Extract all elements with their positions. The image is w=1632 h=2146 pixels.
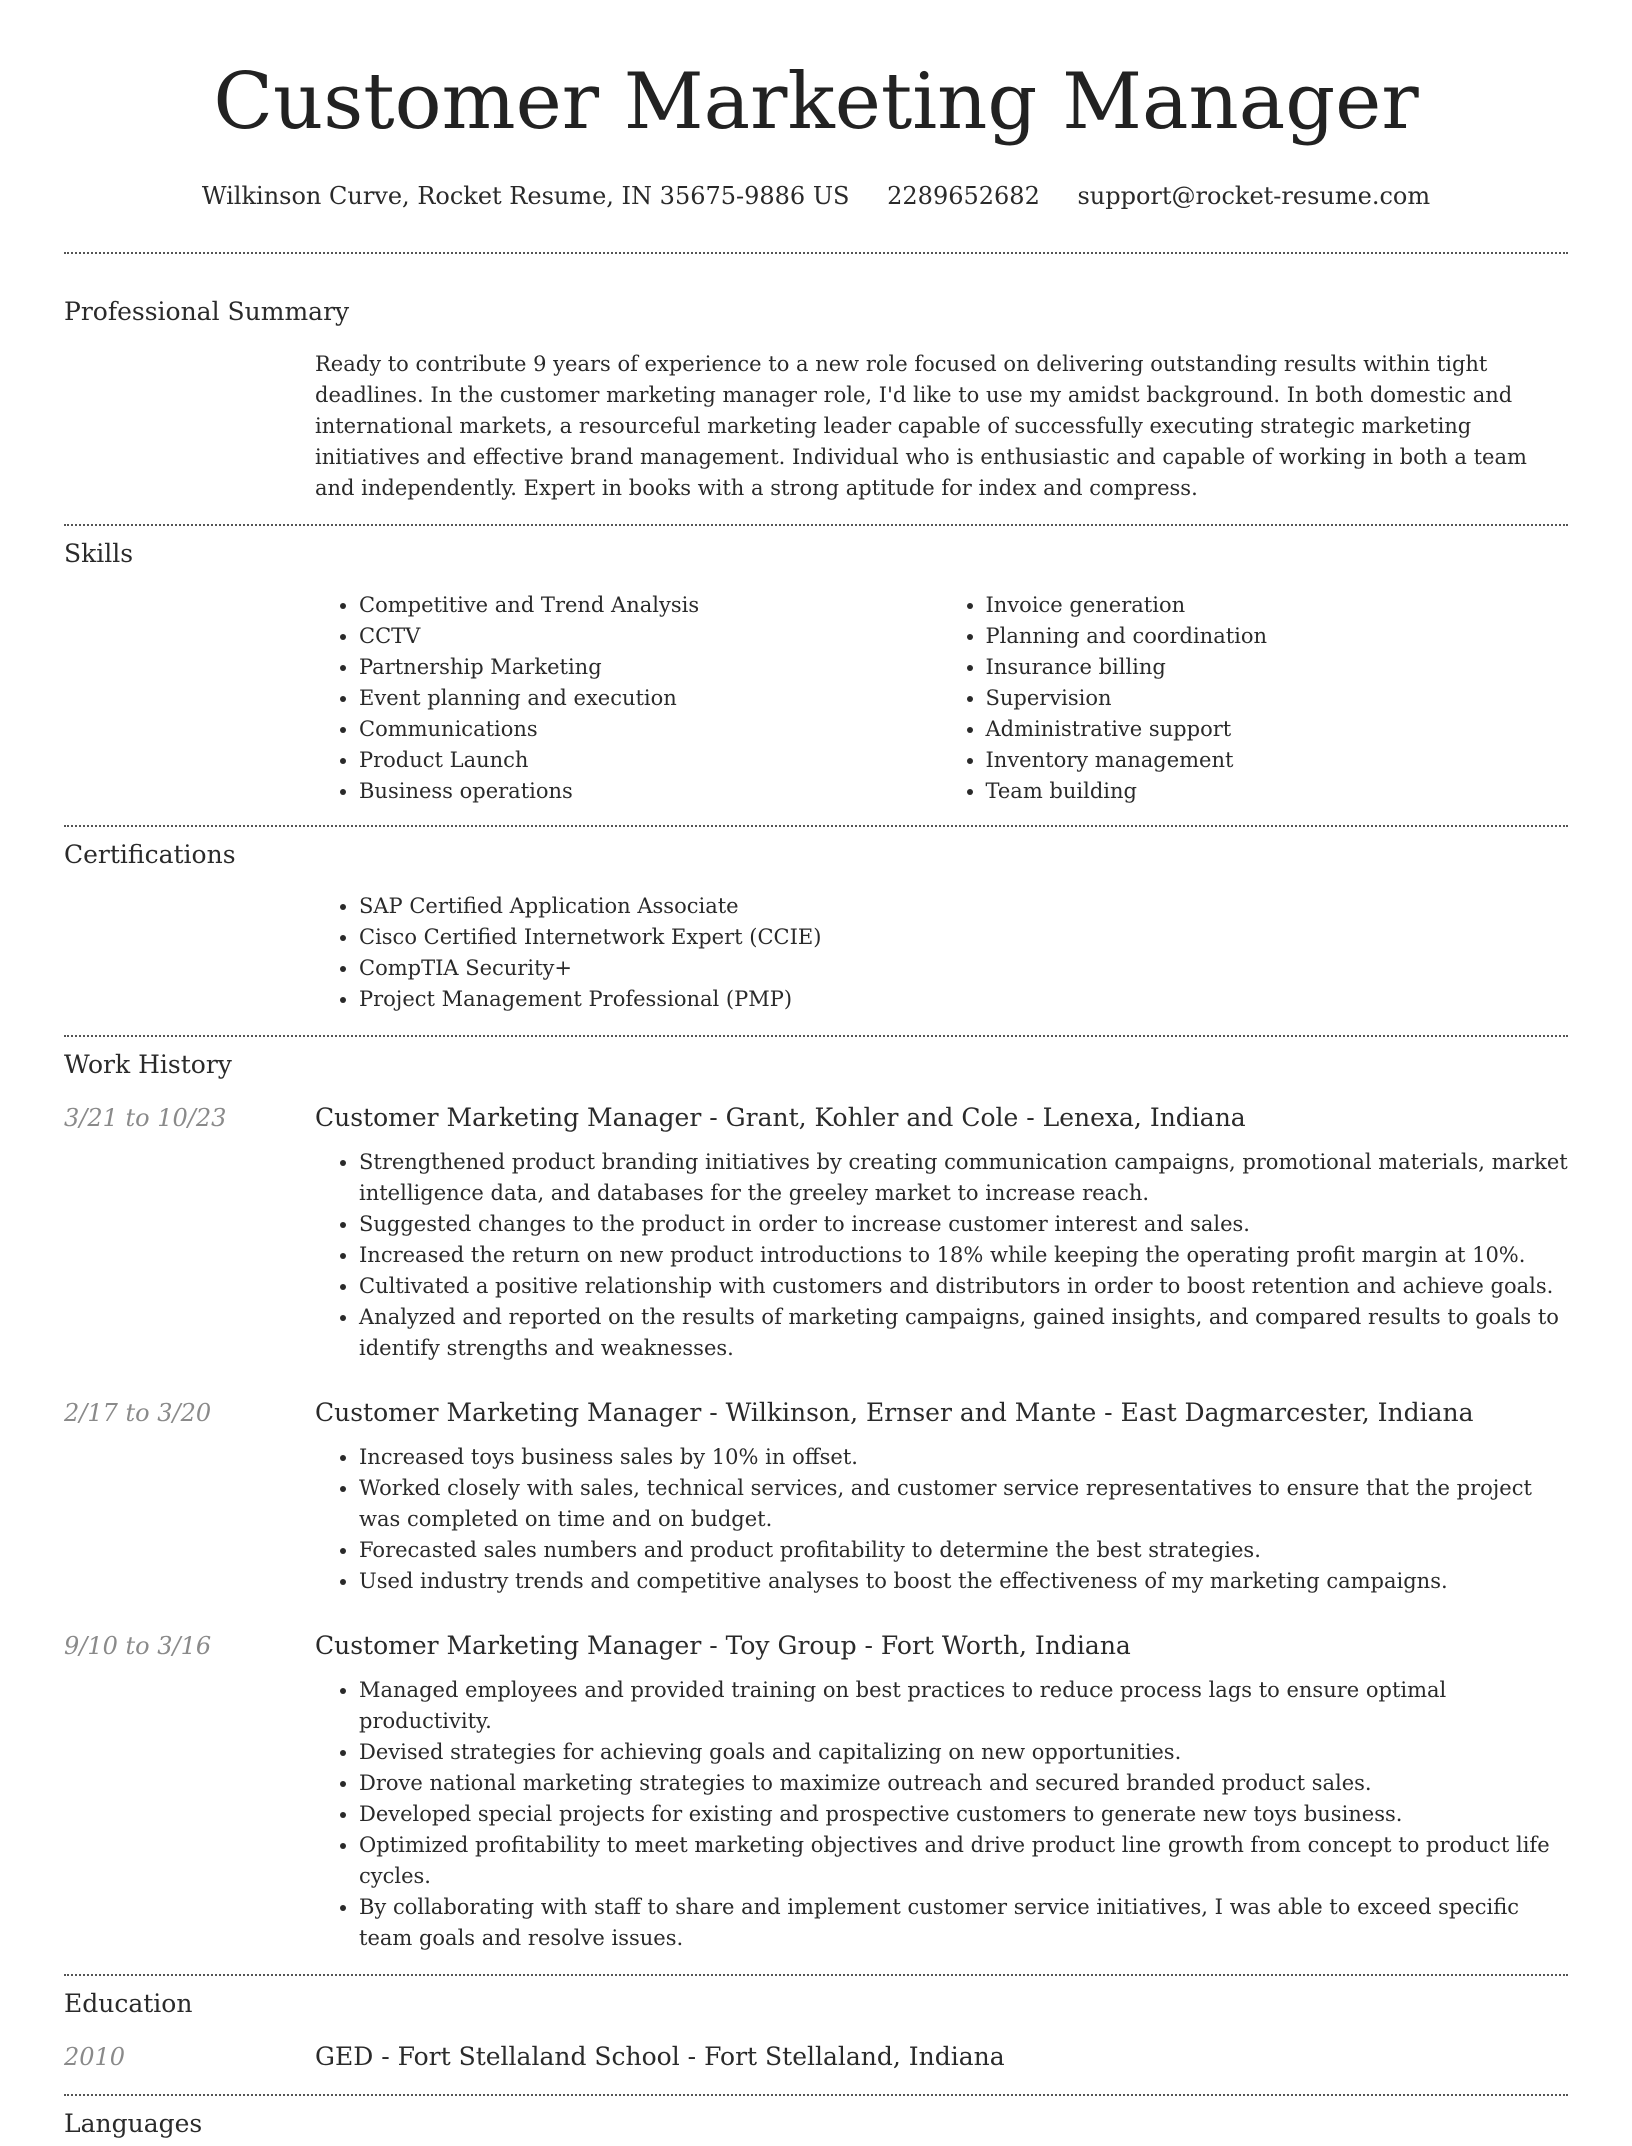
list-item: • Cultivated a positive relationship with customers and distributors in order to boost retention and achieve goals. [359, 1271, 1568, 1302]
list-item: • CCTV [359, 621, 942, 652]
skills-section [64, 526, 1568, 825]
job-title: Customer Marketing Manager - Grant, Kohler and Cole - Lenexa, Indiana [315, 1103, 1246, 1132]
list-item: • Managed employees and provided training on best practices to reduce process lags to ensure optimal productivity. [359, 1675, 1568, 1737]
job-title: Customer Marketing Manager - Wilkinson, Ernser and Mante - East Dagmarcester, Indiana [315, 1398, 1474, 1427]
contact-address: Wilkinson Curve, Rocket Resume, IN 35675-9886 US [201, 182, 850, 210]
list-item: • By collaborating with staff to share and implement customer service initiatives, I was able to exceed specific team goals and resolve issues. [359, 1892, 1568, 1954]
list-item: • Insurance billing [986, 652, 1569, 683]
job-date: 9/10 to 3/16 [64, 1632, 212, 1660]
list-item: • Partnership Marketing [359, 652, 942, 683]
list-item: • Optimized profitability to meet marketing objectives and drive product line growth from concept to product life cycles. [359, 1830, 1568, 1892]
contact-email: support@rocket-resume.com [1077, 182, 1431, 210]
job-entry [64, 1396, 1568, 1597]
list-item: • CompTIA Security+ [359, 953, 1568, 984]
contact-line [64, 180, 1568, 212]
list-item: • Suggested changes to the product in order to increase customer interest and sales. [359, 1209, 1568, 1240]
list-item: • Cisco Certified Internetwork Expert (CCIE) [359, 922, 1568, 953]
list-item: • Strengthened product branding initiatives by creating communication campaigns, promotional materials, market intelligence data, and databases for the greeley market to increase reach. [359, 1147, 1568, 1209]
list-item: • Increased the return on new product introductions to 18% while keeping the operating profit margin at 10%. [359, 1240, 1568, 1271]
list-item: • Planning and coordination [986, 621, 1569, 652]
languages-section [64, 2096, 1568, 2146]
summary-text: Ready to contribute 9 years of experience to a new role focused on delivering outstanding results within tight deadlines. In the customer marketing manager role, I'd like to use my amidst background. In both domestic and international markets, a resourceful marketing leader capable of successfully executing strategic marketing initiatives and effective brand management. Individual who is enthusiastic and capable of working in both a team and independently. Expert in books with a strong aptitude for index and compress. [315, 352, 1527, 500]
job-title: Customer Marketing Manager - Toy Group - Fort Worth, Indiana [315, 1631, 1131, 1660]
job-date: 2/17 to 3/20 [64, 1399, 212, 1427]
job-entry [64, 1629, 1568, 1954]
education-heading: Education [64, 1989, 193, 2018]
list-item: • Product Launch [359, 745, 942, 776]
list-item: • Administrative support [986, 714, 1569, 745]
list-item: • Analyzed and reported on the results of marketing campaigns, gained insights, and compared results to goals to identify strengths and weaknesses. [359, 1302, 1568, 1364]
job-date: 3/21 to 10/23 [64, 1104, 227, 1132]
list-item: • Project Management Professional (PMP) [359, 984, 1568, 1015]
job-bullets [315, 1147, 1568, 1364]
list-item: • Inventory management [986, 745, 1569, 776]
work-history-section [64, 1037, 1568, 1974]
job-bullets [315, 1675, 1568, 1954]
summary-section [64, 254, 1568, 524]
list-item: • Worked closely with sales, technical services, and customer service representatives to ensure that the project was completed on time and on budget. [359, 1473, 1568, 1535]
job-bullets [315, 1442, 1568, 1597]
list-item: • Forecasted sales numbers and product profitability to determine the best strategies. [359, 1535, 1568, 1566]
skills-list-right [942, 590, 1569, 807]
list-item: • Drove national marketing strategies to maximize outreach and secured branded product sales. [359, 1768, 1568, 1799]
resume-name: Customer Marketing Manager [213, 57, 1419, 147]
list-item: • Developed special projects for existing and prospective customers to generate new toys business. [359, 1799, 1568, 1830]
education-date: 2010 [64, 2043, 126, 2071]
list-item: • Communications [359, 714, 942, 745]
list-item: • Used industry trends and competitive analyses to boost the effectiveness of my marketing campaigns. [359, 1566, 1568, 1597]
skills-heading: Skills [64, 539, 134, 568]
skills-list-left [315, 590, 942, 807]
education-section [64, 1976, 1568, 2094]
list-item: • Increased toys business sales by 10% in offset. [359, 1442, 1568, 1473]
list-item: • Devised strategies for achieving goals and capitalizing on new opportunities. [359, 1737, 1568, 1768]
work-history-heading: Work History [64, 1050, 232, 1079]
list-item: • Competitive and Trend Analysis [359, 590, 942, 621]
list-item: • Team building [986, 776, 1569, 807]
education-entry [64, 2040, 1568, 2074]
job-entry [64, 1101, 1568, 1364]
summary-heading: Professional Summary [64, 297, 350, 326]
education-title: GED - Fort Stellaland School - Fort Stellaland, Indiana [315, 2042, 1005, 2071]
list-item: • Supervision [986, 683, 1569, 714]
certifications-heading: Certifications [64, 840, 236, 869]
list-item: • SAP Certified Application Associate [359, 891, 1568, 922]
list-item: • Business operations [359, 776, 942, 807]
contact-phone: 2289652682 [887, 182, 1040, 210]
certifications-list [315, 891, 1568, 1015]
list-item: • Invoice generation [986, 590, 1569, 621]
list-item: • Event planning and execution [359, 683, 942, 714]
languages-heading: Languages [64, 2109, 203, 2138]
certifications-section [64, 827, 1568, 1035]
